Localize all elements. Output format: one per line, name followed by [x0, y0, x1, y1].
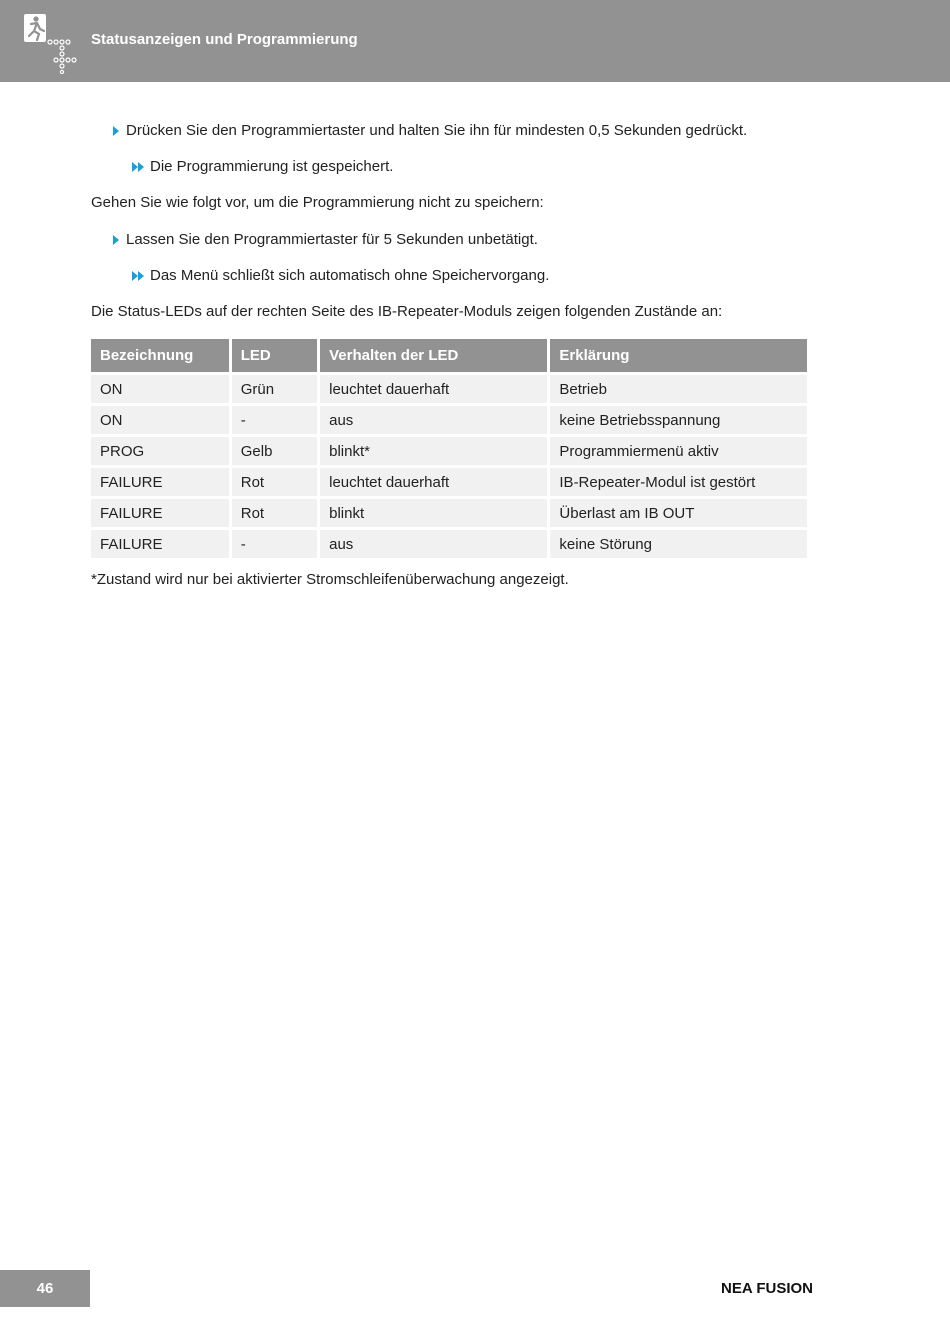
column-header-led: LED [232, 339, 317, 372]
table-footnote: *Zustand wird nur bei aktivierter Stromschleifenüberwachung angezeigt. [91, 571, 569, 588]
table-cell: Überlast am IB OUT [550, 499, 807, 527]
bullet-arrow-icon [113, 235, 119, 245]
table-cell: keine Störung [550, 530, 807, 558]
instruction-result [132, 267, 549, 285]
brand-name: NEA FUSION [721, 1280, 813, 1297]
result-text: Die Programmierung ist gespeichert. [150, 158, 394, 175]
table-cell: PROG [91, 437, 229, 465]
table-cell: Rot [232, 468, 317, 496]
table-header-row [91, 339, 807, 372]
step-text: Lassen Sie den Programmiertaster für 5 Sekunden unbetätigt. [126, 231, 538, 248]
table-cell: leuchtet dauerhaft [320, 468, 547, 496]
table-cell: aus [320, 530, 547, 558]
double-arrow-icon [132, 159, 144, 176]
column-header-verhalten: Verhalten der LED [320, 339, 547, 372]
table-cell: - [232, 530, 317, 558]
table-cell: blinkt* [320, 437, 547, 465]
page-number: 46 [0, 1270, 90, 1307]
table-cell: leuchtet dauerhaft [320, 375, 547, 403]
status-led-table [88, 336, 810, 561]
instruction-step [113, 231, 538, 248]
table-row [91, 375, 807, 403]
table-row [91, 406, 807, 434]
table-cell: Programmiermenü aktiv [550, 437, 807, 465]
step-text: Drücken Sie den Programmiertaster und halten Sie ihn für mindesten 0,5 Sekunden gedrückt. [126, 122, 748, 139]
table-cell: keine Betriebsspannung [550, 406, 807, 434]
column-header-erklaerung: Erklärung [550, 339, 807, 372]
table-cell: aus [320, 406, 547, 434]
page-title: Statusanzeigen und Programmierung [91, 31, 358, 48]
result-text: Das Menü schließt sich automatisch ohne Speichervorgang. [150, 267, 550, 284]
column-header-bezeichnung: Bezeichnung [91, 339, 229, 372]
table-cell: FAILURE [91, 468, 229, 496]
table-cell: Rot [232, 499, 317, 527]
page-header [0, 0, 950, 82]
table-cell: blinkt [320, 499, 547, 527]
table-row [91, 437, 807, 465]
table-cell: IB-Repeater-Modul ist gestört [550, 468, 807, 496]
table-cell: ON [91, 375, 229, 403]
table-cell: Betrieb [550, 375, 807, 403]
table-row [91, 530, 807, 558]
table-cell: FAILURE [91, 499, 229, 527]
instruction-result [132, 158, 393, 176]
table-cell: Gelb [232, 437, 317, 465]
bullet-arrow-icon [113, 126, 119, 136]
double-arrow-icon [132, 268, 144, 285]
paragraph: Die Status-LEDs auf der rechten Seite des IB-Repeater-Moduls zeigen folgenden Zustände an: [91, 303, 723, 320]
table-row [91, 468, 807, 496]
table-cell: ON [91, 406, 229, 434]
emergency-exit-running-man-icon [22, 12, 80, 74]
table-cell: FAILURE [91, 530, 229, 558]
table-cell: - [232, 406, 317, 434]
instruction-step [113, 122, 747, 139]
paragraph: Gehen Sie wie folgt vor, um die Programmierung nicht zu speichern: [91, 194, 544, 211]
table-cell: Grün [232, 375, 317, 403]
table-row [91, 499, 807, 527]
